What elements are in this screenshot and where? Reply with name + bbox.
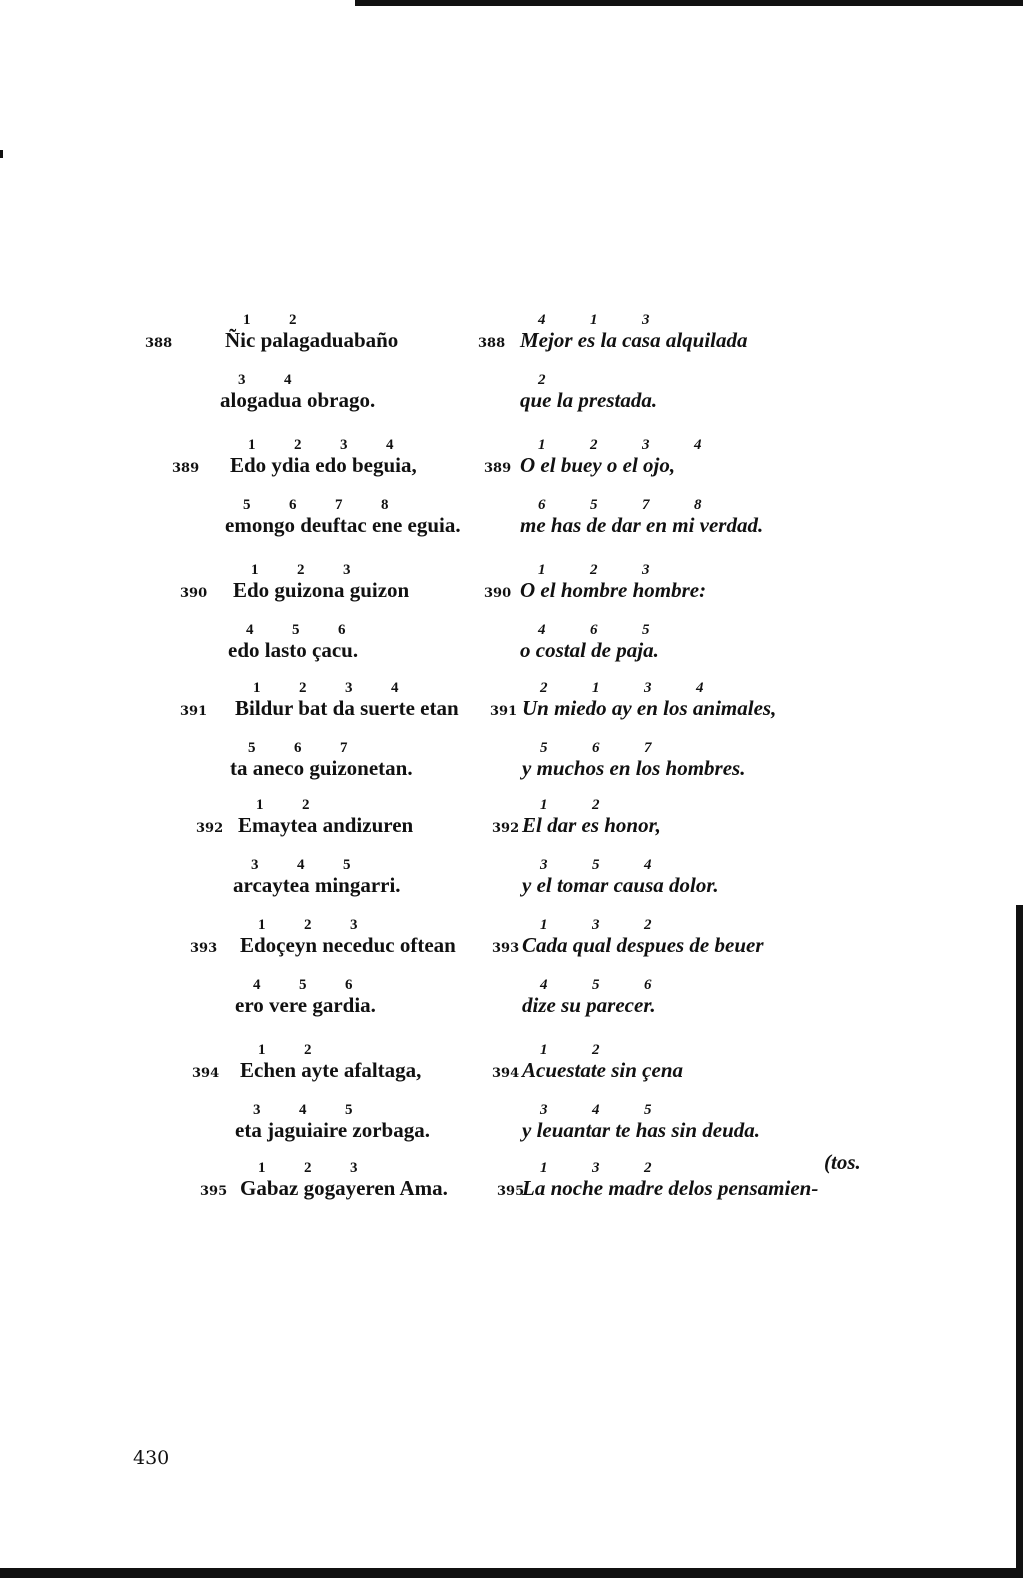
basque-line: [238, 797, 414, 837]
word-order-digit: 5: [644, 1102, 652, 1118]
word-order-digit: 4: [592, 1102, 600, 1118]
word-order-digit: 3: [642, 562, 650, 578]
line-text: Emaytea andizuren: [238, 813, 414, 837]
page-number: 430: [133, 1447, 170, 1469]
word-order-digit: 5: [345, 1102, 353, 1118]
word-order-digit: 1: [538, 437, 546, 453]
word-order-digit: 2: [289, 312, 297, 328]
basque-line: [240, 1042, 422, 1082]
proverb-number: 393: [492, 941, 520, 956]
word-order-digit: 2: [538, 372, 546, 388]
word-order-digit: 2: [302, 797, 310, 813]
word-order-digit: 1: [256, 797, 264, 813]
basque-line: [240, 917, 456, 957]
word-order-digit: 3: [238, 372, 246, 388]
line-text: La noche madre delos pensamien-: [522, 1176, 819, 1200]
proverb-number: 394: [492, 1066, 520, 1081]
proverb-number: 388: [478, 336, 506, 351]
spanish-line: [520, 437, 702, 477]
line-text: Ñic palagaduabaño: [225, 328, 399, 352]
line-text: O el hombre hombre:: [520, 578, 707, 602]
line-text: y muchos en los hombres.: [522, 756, 746, 780]
line-text: ta aneco guizonetan.: [230, 756, 413, 780]
proverb-number: 393: [190, 941, 218, 956]
spanish-line: [522, 977, 656, 1017]
word-order-digit: 2: [644, 917, 652, 933]
word-order-digit: 1: [258, 1042, 266, 1058]
word-order-digit: 6: [345, 977, 353, 993]
word-order-digit: 2: [592, 797, 600, 813]
proverb-number: 395: [200, 1184, 228, 1199]
proverb-number: 388: [145, 336, 173, 351]
spanish-line: [522, 1042, 683, 1082]
word-order-digit: 1: [258, 917, 266, 933]
word-order-digit: 4: [297, 857, 305, 873]
line-text: Un miedo ay en los animales,: [522, 696, 777, 720]
word-order-digit: 2: [590, 437, 598, 453]
line-text: me has de dar en mi verdad.: [520, 513, 764, 537]
word-order-digit: 3: [350, 917, 358, 933]
word-order-digit: 2: [590, 562, 598, 578]
proverb-number: 390: [180, 586, 208, 601]
word-order-digit: 2: [304, 917, 312, 933]
proverb-number: 392: [196, 821, 224, 836]
spanish-line: [522, 680, 777, 720]
proverb-number: 391: [490, 704, 518, 719]
word-order-digit: 8: [381, 497, 389, 513]
line-text: O el buey o el ojo,: [520, 453, 676, 477]
word-order-digit: 6: [538, 497, 546, 513]
word-order-digit: 5: [590, 497, 598, 513]
word-order-digit: 5: [592, 857, 600, 873]
word-order-digit: 2: [304, 1160, 312, 1176]
word-order-digit: 3: [540, 857, 548, 873]
spanish-carryover: (tos.: [824, 1150, 861, 1174]
word-order-digit: 3: [340, 437, 348, 453]
line-text: o costal de paja.: [520, 638, 659, 662]
word-order-digit: 3: [540, 1102, 548, 1118]
word-order-digit: 3: [644, 680, 652, 696]
word-order-digit: 1: [540, 917, 548, 933]
line-text: El dar es honor,: [522, 813, 661, 837]
line-text: ero vere gardia.: [235, 993, 376, 1017]
word-order-digit: 6: [644, 977, 652, 993]
basque-line: [220, 372, 376, 412]
word-order-digit: 5: [540, 740, 548, 756]
word-order-digit: 2: [297, 562, 305, 578]
basque-line: [235, 680, 459, 720]
basque-line: [235, 977, 376, 1017]
proverb-number: 394: [192, 1066, 220, 1081]
word-order-digit: 1: [540, 1160, 548, 1176]
basque-line: [235, 1102, 430, 1142]
line-text: Mejor es la casa alquilada: [520, 328, 748, 352]
proverb-number: 389: [172, 461, 200, 476]
basque-line: [225, 312, 399, 352]
word-order-digit: 7: [335, 497, 343, 513]
spanish-line: [522, 1160, 819, 1200]
word-order-digit: 1: [251, 562, 259, 578]
top-border-rule: [355, 0, 1023, 6]
basque-line: [230, 437, 417, 477]
line-text: y leuantar te has sin deuda.: [522, 1118, 761, 1142]
word-order-digit: 4: [253, 977, 261, 993]
bottom-border-rule: [0, 1568, 1023, 1578]
spanish-line: [522, 797, 661, 837]
word-order-digit: 5: [292, 622, 300, 638]
word-order-digit: 6: [338, 622, 346, 638]
line-text: emongo deuftac ene eguia.: [225, 513, 461, 537]
word-order-digit: 5: [248, 740, 256, 756]
spanish-line: [520, 562, 707, 602]
word-order-digit: 2: [592, 1042, 600, 1058]
basque-line: [240, 1160, 448, 1200]
proverb-number: 390: [484, 586, 512, 601]
spanish-line: [520, 497, 764, 537]
word-order-digit: 4: [540, 977, 548, 993]
word-order-digit: 1: [243, 312, 251, 328]
word-order-digit: 1: [248, 437, 256, 453]
word-order-digit: 4: [538, 312, 546, 328]
line-text: Acuestate sin çena: [522, 1058, 683, 1082]
word-order-digit: 1: [538, 562, 546, 578]
line-text: Edo guizona guizon: [233, 578, 410, 602]
word-order-digit: 3: [345, 680, 353, 696]
word-order-digit: 4: [386, 437, 394, 453]
word-order-digit: 5: [243, 497, 251, 513]
spanish-line: [522, 917, 764, 957]
word-order-digit: 5: [343, 857, 351, 873]
spanish-line: [522, 1102, 761, 1142]
word-order-digit: 3: [343, 562, 351, 578]
line-text: edo lasto çacu.: [228, 638, 359, 662]
word-order-digit: 5: [592, 977, 600, 993]
line-text: Edoçeyn neceduc oftean: [240, 933, 456, 957]
word-order-digit: 2: [540, 680, 548, 696]
line-text: Gabaz gogayeren Ama.: [240, 1176, 448, 1200]
word-order-digit: 1: [253, 680, 261, 696]
word-order-digit: 6: [289, 497, 297, 513]
word-order-digit: 6: [592, 740, 600, 756]
word-order-digit: 4: [696, 680, 704, 696]
word-order-digit: 3: [642, 437, 650, 453]
word-order-digit: 6: [590, 622, 598, 638]
line-text: eta jaguiaire zorbaga.: [235, 1118, 430, 1142]
word-order-digit: 3: [592, 917, 600, 933]
word-order-digit: 7: [642, 497, 650, 513]
line-text: Bildur bat da suerte etan: [235, 696, 459, 720]
word-order-digit: 4: [644, 857, 652, 873]
right-border-rule: [1016, 905, 1023, 1578]
word-order-digit: 3: [253, 1102, 261, 1118]
word-order-digit: 2: [299, 680, 307, 696]
line-text: Cada qual despues de beuer: [522, 933, 764, 957]
word-order-digit: 7: [644, 740, 652, 756]
word-order-digit: 5: [299, 977, 307, 993]
line-text: alogadua obrago.: [220, 388, 376, 412]
word-order-digit: 3: [592, 1160, 600, 1176]
word-order-digit: 2: [644, 1160, 652, 1176]
spanish-line: [522, 857, 719, 897]
line-text: que la prestada.: [520, 388, 658, 412]
proverb-number: 392: [492, 821, 520, 836]
word-order-digit: 1: [540, 797, 548, 813]
word-order-digit: 1: [540, 1042, 548, 1058]
word-order-digit: 2: [304, 1042, 312, 1058]
proverb-number: 395: [497, 1184, 525, 1199]
proverb-number: 391: [180, 704, 208, 719]
word-order-digit: 3: [251, 857, 259, 873]
word-order-digit: 4: [694, 437, 702, 453]
word-order-digit: 4: [299, 1102, 307, 1118]
proverb-number: 389: [484, 461, 512, 476]
basque-line: [233, 562, 410, 602]
word-order-digit: 1: [592, 680, 600, 696]
line-text: y el tomar causa dolor.: [522, 873, 719, 897]
word-order-digit: 7: [340, 740, 348, 756]
word-order-digit: 2: [294, 437, 302, 453]
word-order-digit: 4: [391, 680, 399, 696]
basque-line: [225, 497, 461, 537]
word-order-digit: 3: [642, 312, 650, 328]
word-order-digit: 4: [246, 622, 254, 638]
word-order-digit: 8: [694, 497, 702, 513]
line-text: dize su parecer.: [522, 993, 656, 1017]
word-order-digit: 1: [258, 1160, 266, 1176]
word-order-digit: 3: [350, 1160, 358, 1176]
word-order-digit: 4: [538, 622, 546, 638]
basque-line: [228, 622, 359, 662]
word-order-digit: 6: [294, 740, 302, 756]
word-order-digit: 1: [590, 312, 598, 328]
word-order-digit: 5: [642, 622, 650, 638]
basque-line: [233, 857, 401, 897]
spanish-line: [522, 740, 746, 780]
line-text: Echen ayte afaltaga,: [240, 1058, 422, 1082]
line-text: arcaytea mingarri.: [233, 873, 401, 897]
spanish-line: [520, 372, 658, 412]
spanish-line: [520, 622, 659, 662]
spanish-line: [520, 312, 748, 352]
line-text: Edo ydia edo beguia,: [230, 453, 417, 477]
word-order-digit: 4: [284, 372, 292, 388]
basque-line: [230, 740, 413, 780]
left-edge-mark: [0, 150, 3, 158]
